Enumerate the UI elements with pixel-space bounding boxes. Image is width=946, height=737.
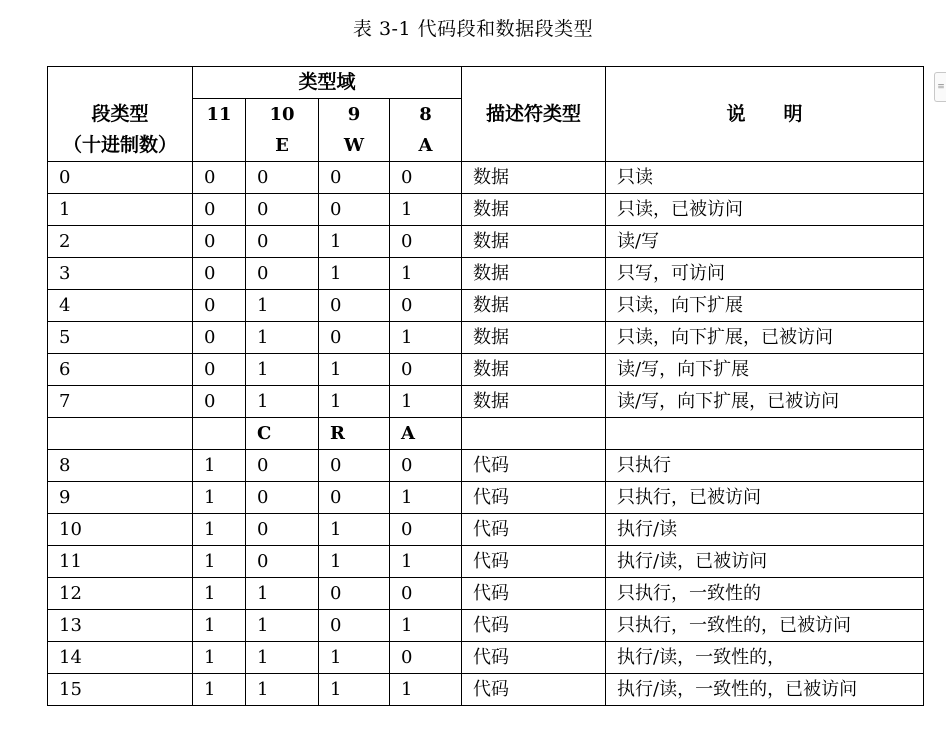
seg-type-cell: 10 <box>48 514 193 546</box>
bit9-cell: 0 <box>319 450 390 482</box>
bit9-cell: 0 <box>319 194 390 226</box>
segment-type-table <box>47 66 924 706</box>
data-bit10-label: E <box>246 130 319 162</box>
note-cell: 读/写 <box>606 226 924 258</box>
note-header: 说 明 <box>606 99 924 131</box>
bit9-cell: 1 <box>319 514 390 546</box>
bit8-cell: 0 <box>390 514 462 546</box>
bit10-cell: 1 <box>246 610 319 642</box>
seg-type-header-spacer <box>48 67 193 99</box>
table-caption: 表 3-1 代码段和数据段类型 <box>352 18 594 40</box>
code-seg-type-spacer <box>48 418 193 450</box>
bit11-cell: 1 <box>193 482 246 514</box>
bit10-cell: 1 <box>246 322 319 354</box>
bit10-cell: 0 <box>246 514 319 546</box>
code-bit8-label: A <box>390 418 462 450</box>
seg-type-header-sub: （十进制数） <box>48 130 193 162</box>
bit11-header-sub <box>193 130 246 162</box>
seg-type-cell: 8 <box>48 450 193 482</box>
table-row <box>48 578 924 610</box>
bit8-cell: 0 <box>390 290 462 322</box>
bit8-cell: 1 <box>390 194 462 226</box>
bit8-cell: 1 <box>390 674 462 706</box>
seg-type-cell: 7 <box>48 386 193 418</box>
bit10-cell: 0 <box>246 450 319 482</box>
bit11-cell: 0 <box>193 162 246 194</box>
seg-type-cell: 4 <box>48 290 193 322</box>
bit9-cell: 0 <box>319 162 390 194</box>
bit11-cell: 0 <box>193 258 246 290</box>
desc-type-cell: 数据 <box>462 386 606 418</box>
bit9-cell: 1 <box>319 258 390 290</box>
data-bit8-label: A <box>390 130 462 162</box>
bit11-cell: 1 <box>193 450 246 482</box>
desc-type-cell: 数据 <box>462 162 606 194</box>
desc-type-cell: 数据 <box>462 322 606 354</box>
table-row <box>48 162 924 194</box>
bit10-cell: 0 <box>246 162 319 194</box>
desc-type-cell: 代码 <box>462 514 606 546</box>
seg-type-cell: 12 <box>48 578 193 610</box>
seg-type-header: 段类型 <box>48 99 193 131</box>
table-row <box>48 514 924 546</box>
bit8-cell: 1 <box>390 546 462 578</box>
table-row <box>48 290 924 322</box>
bit11-header: 11 <box>193 99 246 131</box>
code-bit11-spacer <box>193 418 246 450</box>
bit11-cell: 0 <box>193 290 246 322</box>
bit9-header: 9 <box>319 99 390 131</box>
note-cell: 执行/读，已被访问 <box>606 546 924 578</box>
desc-type-cell: 数据 <box>462 354 606 386</box>
table-row <box>48 546 924 578</box>
bit10-cell: 1 <box>246 578 319 610</box>
bit8-cell: 0 <box>390 642 462 674</box>
desc-type-cell: 代码 <box>462 546 606 578</box>
bit10-cell: 0 <box>246 194 319 226</box>
bit9-cell: 0 <box>319 290 390 322</box>
data-bit9-label: W <box>319 130 390 162</box>
bit10-cell: 0 <box>246 226 319 258</box>
bit11-cell: 1 <box>193 578 246 610</box>
bit10-cell: 1 <box>246 386 319 418</box>
desc-type-cell: 代码 <box>462 482 606 514</box>
note-cell: 执行/读，一致性的，已被访问 <box>606 674 924 706</box>
desc-type-cell: 代码 <box>462 450 606 482</box>
bit9-cell: 1 <box>319 546 390 578</box>
seg-type-cell: 11 <box>48 546 193 578</box>
table-row <box>48 642 924 674</box>
side-panel-toggle[interactable] <box>934 72 946 102</box>
bit9-cell: 1 <box>319 386 390 418</box>
bit9-cell: 1 <box>319 354 390 386</box>
desc-type-cell: 数据 <box>462 258 606 290</box>
bit10-cell: 1 <box>246 642 319 674</box>
bit9-cell: 1 <box>319 674 390 706</box>
seg-type-cell: 9 <box>48 482 193 514</box>
desc-type-cell: 代码 <box>462 578 606 610</box>
bit9-cell: 1 <box>319 226 390 258</box>
table-row <box>48 386 924 418</box>
table-row <box>48 258 924 290</box>
note-cell: 只执行 <box>606 450 924 482</box>
note-cell: 只读，已被访问 <box>606 194 924 226</box>
bit11-cell: 1 <box>193 642 246 674</box>
note-cell: 只执行，已被访问 <box>606 482 924 514</box>
table-row <box>48 674 924 706</box>
bit9-cell: 1 <box>319 642 390 674</box>
bit8-cell: 0 <box>390 226 462 258</box>
code-desc-spacer <box>462 418 606 450</box>
bit11-cell: 1 <box>193 514 246 546</box>
seg-type-cell: 1 <box>48 194 193 226</box>
seg-type-cell: 14 <box>48 642 193 674</box>
table-row <box>48 322 924 354</box>
seg-type-cell: 5 <box>48 322 193 354</box>
bit8-cell: 1 <box>390 322 462 354</box>
note-cell: 只读，向下扩展，已被访问 <box>606 322 924 354</box>
bit8-cell: 0 <box>390 578 462 610</box>
bit11-cell: 0 <box>193 226 246 258</box>
bit10-header: 10 <box>246 99 319 131</box>
bit11-cell: 0 <box>193 386 246 418</box>
bit10-cell: 1 <box>246 674 319 706</box>
code-bit9-label: R <box>319 418 390 450</box>
code-note-spacer <box>606 418 924 450</box>
seg-type-cell: 2 <box>48 226 193 258</box>
desc-type-header-spacer <box>462 67 606 99</box>
bit8-cell: 0 <box>390 162 462 194</box>
table-row <box>48 226 924 258</box>
code-bits-header-row <box>48 418 924 450</box>
seg-type-cell: 13 <box>48 610 193 642</box>
note-cell: 只执行，一致性的 <box>606 578 924 610</box>
bit10-cell: 0 <box>246 482 319 514</box>
bit11-cell: 1 <box>193 546 246 578</box>
code-bit10-label: C <box>246 418 319 450</box>
desc-type-cell: 数据 <box>462 290 606 322</box>
desc-type-cell: 代码 <box>462 610 606 642</box>
bit8-cell: 1 <box>390 386 462 418</box>
note-cell: 读/写，向下扩展 <box>606 354 924 386</box>
bit8-header: 8 <box>390 99 462 131</box>
table-row <box>48 450 924 482</box>
note-header-spacer <box>606 67 924 99</box>
table-row <box>48 482 924 514</box>
bit9-cell: 0 <box>319 610 390 642</box>
side-panel-icon: ≡ <box>937 82 945 92</box>
bit8-cell: 1 <box>390 482 462 514</box>
seg-type-cell: 3 <box>48 258 193 290</box>
note-cell: 只读，向下扩展 <box>606 290 924 322</box>
desc-type-cell: 代码 <box>462 642 606 674</box>
bit11-cell: 0 <box>193 322 246 354</box>
note-cell: 只写，可访问 <box>606 258 924 290</box>
bit11-cell: 1 <box>193 674 246 706</box>
bit10-cell: 0 <box>246 258 319 290</box>
bit8-cell: 1 <box>390 258 462 290</box>
note-cell: 执行/读 <box>606 514 924 546</box>
bit8-cell: 1 <box>390 610 462 642</box>
bit11-cell: 0 <box>193 354 246 386</box>
type-field-header: 类型域 <box>193 67 462 99</box>
seg-type-cell: 15 <box>48 674 193 706</box>
desc-type-cell: 数据 <box>462 226 606 258</box>
table-row <box>48 354 924 386</box>
bit8-cell: 0 <box>390 450 462 482</box>
desc-type-header: 描述符类型 <box>462 99 606 131</box>
note-cell: 读/写，向下扩展，已被访问 <box>606 386 924 418</box>
bit10-cell: 1 <box>246 290 319 322</box>
bit11-cell: 0 <box>193 194 246 226</box>
desc-type-cell: 代码 <box>462 674 606 706</box>
seg-type-cell: 0 <box>48 162 193 194</box>
bit10-cell: 1 <box>246 354 319 386</box>
bit8-cell: 0 <box>390 354 462 386</box>
bit9-cell: 0 <box>319 322 390 354</box>
seg-type-cell: 6 <box>48 354 193 386</box>
bit9-cell: 0 <box>319 482 390 514</box>
table-row <box>48 194 924 226</box>
desc-type-cell: 数据 <box>462 194 606 226</box>
bit9-cell: 0 <box>319 578 390 610</box>
note-cell: 只执行，一致性的，已被访问 <box>606 610 924 642</box>
note-cell: 执行/读，一致性的， <box>606 642 924 674</box>
note-header-bottom <box>606 130 924 162</box>
bit11-cell: 1 <box>193 610 246 642</box>
bit10-cell: 0 <box>246 546 319 578</box>
note-cell: 只读 <box>606 162 924 194</box>
table-row <box>48 610 924 642</box>
desc-type-header-bottom <box>462 130 606 162</box>
